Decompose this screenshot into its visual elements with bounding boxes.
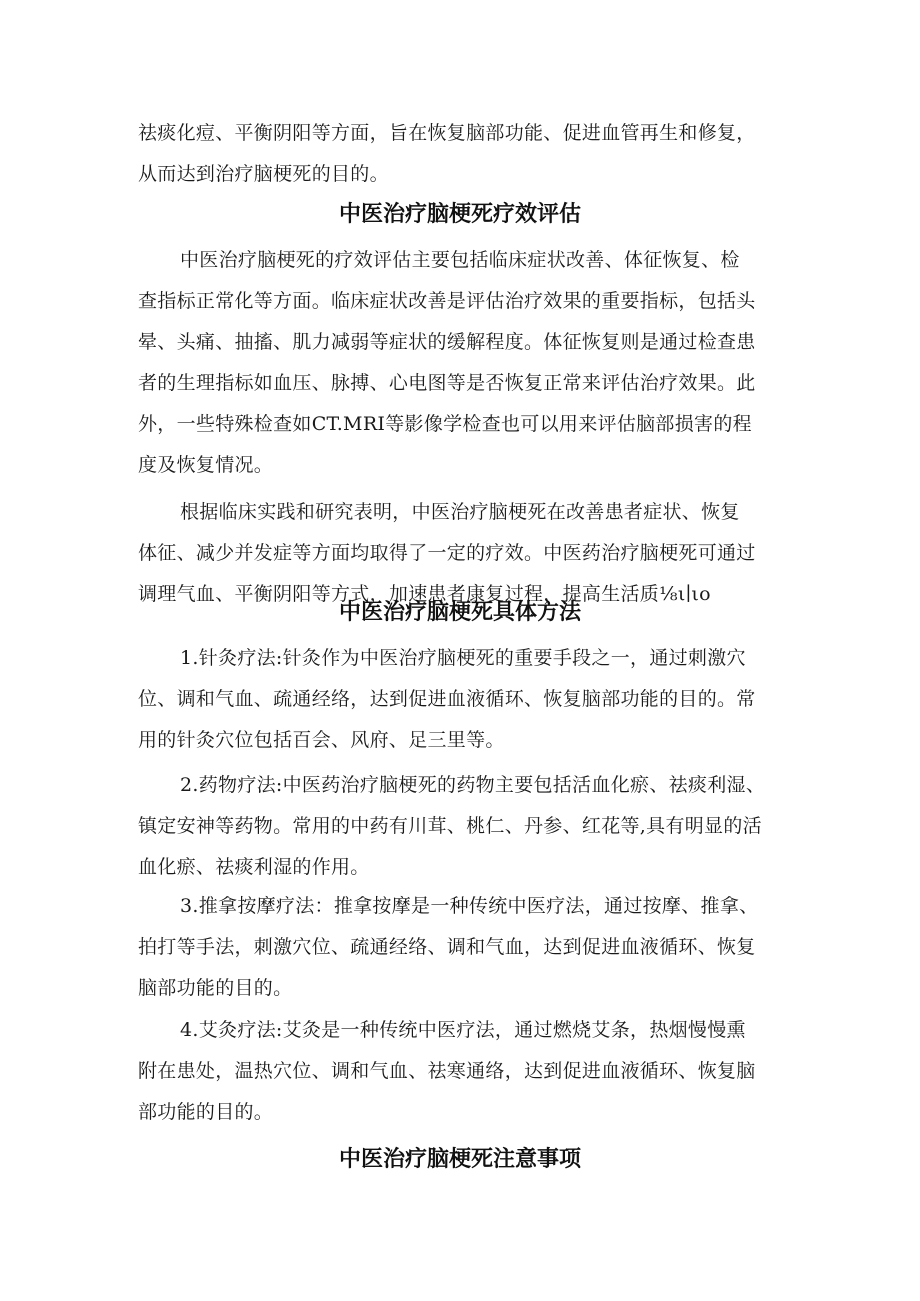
section-heading-precautions: 中医治疗脑梗死注意事项 — [338, 1147, 581, 1172]
text-line: 4.艾灸疗法:艾灸是一种传统中医疗法，通过燃烧艾条，热烟慢慢熏 — [180, 1019, 746, 1041]
text-line: 祛痰化痘、平衡阴阳等方面，旨在恢复脑部功能、促进血管再生和修复， — [138, 122, 756, 144]
section-heading-methods: 中医治疗脑梗死具体方法 — [338, 600, 581, 625]
text-line: 位、调和气血、疏通经络，达到促进血液循环、恢复脑部功能的目的。常 — [138, 688, 756, 710]
text-line: 1.针灸疗法:针灸作为中医治疗脑梗死的重要手段之一，通过刺激穴 — [180, 647, 746, 669]
text-line: 3.推拿按摩疗法：推拿按摩是一种传统中医疗法，通过按摩、推拿、 — [180, 895, 759, 917]
text-line: 脑部功能的目的。 — [138, 977, 293, 999]
method-item-massage — [138, 886, 788, 1009]
text-line: 镇定安神等药物。常用的中药有川茸、桃仁、丹参、红花等,具有明显的活 — [138, 815, 762, 837]
efficacy-paragraph-2 — [138, 492, 788, 615]
method-item-acupuncture — [138, 638, 788, 761]
text-line: 晕、头痛、抽搐、肌力减弱等症状的缓解程度。体征恢复则是通过检查患 — [138, 331, 756, 353]
text-line: 血化瘀、祛痰利湿的作用。 — [138, 856, 370, 878]
text-line: 者的生理指标如血压、脉搏、心电图等是否恢复正常来评估治疗效果。此 — [138, 372, 756, 394]
text-line: 体征、减少并发症等方面均取得了一定的疗效。中医药治疗脑梗死可通过 — [138, 542, 756, 564]
text-line: 附在患处，温热穴位、调和气血、祛寒通络，达到促进血液循环、恢复脑 — [138, 1060, 756, 1082]
text-line: 根据临床实践和研究表明，中医治疗脑梗死在改善患者症状、恢复 — [180, 501, 740, 523]
text-line: 中医治疗脑梗死的疗效评估主要包括临床症状改善、体征恢复、检 — [180, 249, 740, 271]
text-line: 度及恢复情况。 — [138, 454, 274, 476]
method-item-moxibustion — [138, 1010, 788, 1133]
text-line: 2.药物疗法:中医药治疗脑梗死的药物主要包括活血化瘀、祛痰利湿、 — [180, 774, 766, 796]
text-line: 从而达到治疗脑梗死的目的。 — [138, 163, 389, 185]
text-line: 外，一些特殊检查如CT.MRI等影像学检查也可以用来评估脑部损害的程 — [138, 413, 752, 435]
text-line: 查指标正常化等方面。临床症状改善是评估治疗效果的重要指标，包括头 — [138, 290, 756, 312]
intro-paragraph — [138, 113, 788, 195]
text-line: 调理气血、平衡阴阳等方式，加速患者康复过程，提高生活质⅛ι∣ιo — [138, 583, 711, 605]
text-line: 用的针灸穴位包括百会、风府、足三里等。 — [138, 729, 505, 751]
text-line: 拍打等手法，刺激穴位、疏通经络、调和气血，达到促进血液循环、恢复 — [138, 936, 756, 958]
section-heading-efficacy: 中医治疗脑梗死疗效评估 — [338, 202, 581, 227]
efficacy-paragraph-1 — [138, 240, 788, 486]
text-line: 部功能的目的。 — [138, 1101, 274, 1123]
method-item-medicine — [138, 765, 788, 888]
